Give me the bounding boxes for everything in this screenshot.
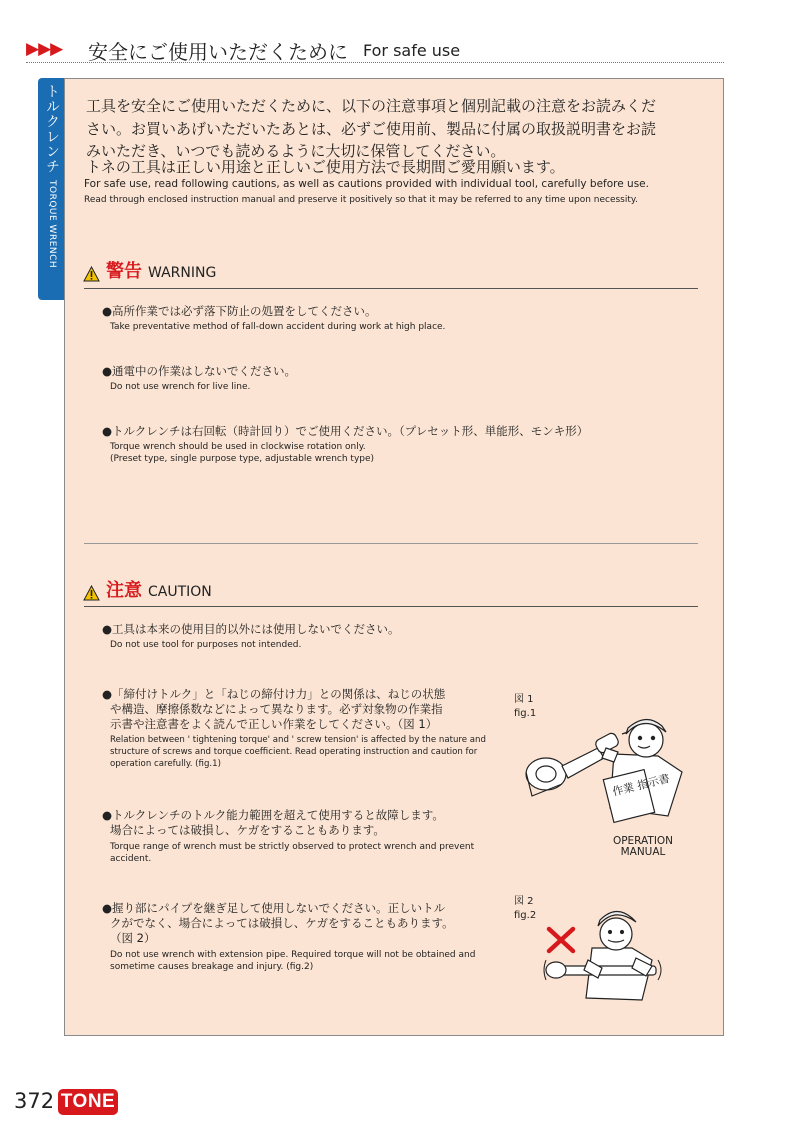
warning-item-en: (Preset type, single purpose type, adjustable wrench type) [110, 454, 375, 464]
warning-item-jp: ●高所作業では必ず落下防止の処置をしてください。 [102, 304, 377, 318]
caution-item-3 [102, 808, 474, 865]
caution-item-en: Do not use wrench with extension pipe. Required torque will not be obtained and [110, 950, 476, 960]
intro-line: みいただき、いつでも読めるように大切に保管してください。 [86, 142, 506, 160]
warning-item-2 [102, 364, 296, 393]
warning-item-en: Take preventative method of fall-down accident during work at high place. [110, 322, 446, 332]
content-panel [64, 78, 724, 1036]
caution-item-jp: や構造、摩擦係数などによって異なります。必ず対象物の作業指 [110, 702, 443, 716]
caution-item-en: sometime causes breakage and injury. (fig.2) [110, 962, 314, 972]
header-divider [26, 62, 724, 63]
manual-caption-line: OPERATION [612, 835, 674, 847]
caution-heading [83, 581, 212, 601]
intro-text-jp [86, 95, 706, 163]
caution-item-jp: ●トルクレンチのトルク能力範囲を超えて使用すると故障します。 [102, 808, 444, 822]
caution-item-jp: クがでなく、場合によっては破損し、ケガをすることもあります。 [110, 916, 454, 930]
caution-item-en: Relation between ' tightening torque' and ' screw tension' is affected by the nature and [110, 735, 486, 745]
warning-heading [83, 262, 216, 282]
caution-item-en: Do not use tool for purposes not intended. [110, 640, 302, 650]
page-title-en: For safe use [363, 41, 461, 60]
intro-line: さい。お買いあげいただいたあとは、必ずご使用前、製品に付属の取扱説明書をお読 [86, 119, 657, 138]
page-number: 372 [14, 1089, 55, 1113]
warning-rule [84, 288, 698, 289]
warning-item-en: Do not use wrench for live line. [110, 382, 251, 392]
caution-title-jp: 注意 [106, 580, 142, 601]
category-tab[interactable] [38, 78, 64, 300]
intro-line: 工具を安全にご使用いただくために、以下の注意事項と個別記載の注意をお読みくだ [86, 97, 657, 115]
page-title-jp: 安全にご使用いただくために [88, 40, 348, 64]
caution-item-jp: ●「締付けトルク」と「ねじの締付け力」との関係は、ねじの状態 [102, 687, 446, 701]
fig1-label-en: fig.1 [514, 708, 537, 719]
fig2-label [514, 895, 536, 923]
section-divider [84, 543, 698, 544]
caution-item-en: structure of screws and torque coefficient. Read operating instruction and caution for [110, 747, 478, 757]
category-tab-en: TORQUE WRENCH [47, 180, 57, 269]
manual-caption-line: MANUAL [620, 846, 666, 858]
category-tab-jp: トルクレンチ [44, 84, 60, 174]
intro-en-line-1: For safe use, read following cautions, as well as cautions provided with individual tool, carefully before use. [84, 178, 649, 190]
warning-item-3 [102, 424, 588, 465]
intro-line-4: トネの工具は正しい用途と正しいご使用方法で長期間ご愛用願います。 [86, 158, 565, 176]
worker-reading-manual-illustration [518, 712, 688, 838]
warning-item-jp: ●トルクレンチは右回転（時計回り）でご使用ください。（プレセット形、単能形、モンキ形） [102, 424, 589, 438]
warning-title-jp: 警告 [106, 261, 142, 282]
caution-item-en: Torque range of wrench must be strictly observed to protect wrench and prevent [110, 842, 475, 852]
warning-item-1 [102, 304, 445, 333]
tone-logo: TONE [58, 1089, 118, 1115]
fig2-label-jp: 図 2 [514, 896, 534, 907]
fig2-label-en: fig.2 [514, 910, 537, 921]
warning-item-jp: ●通電中の作業はしないでください。 [102, 364, 297, 378]
manual-caption [600, 836, 686, 858]
caution-rule [84, 606, 698, 607]
caution-item-jp: ●握り部にパイプを継ぎ足して使用しないでください。正しいトル [102, 901, 446, 915]
caution-item-jp: ●工具は本来の使用目的以外には使用しないでください。 [102, 622, 400, 636]
caution-triangle-icon [83, 585, 100, 601]
caution-item-4 [102, 901, 475, 973]
warning-item-en: Torque wrench should be used in clockwise rotation only. [110, 442, 366, 452]
fig1-label-jp: 図 1 [514, 694, 534, 705]
caution-item-jp: 場合によっては破損し、ケガをすることもあります。 [110, 823, 385, 837]
intro-en-line-2: Read through enclosed instruction manual and preserve it positively so that it may be referred to any time upon necessity. [84, 195, 638, 205]
manual-sign-text: 作業 指示書 [611, 771, 671, 799]
caution-item-jp: 示書や注意書をよく読んで正しい作業をしてください。（図 1） [110, 717, 438, 731]
warning-title-en: WARNING [148, 265, 217, 281]
header-arrows-icon: ▶▶▶ [26, 39, 63, 59]
caution-title-en: CAUTION [148, 584, 212, 600]
warning-triangle-icon [83, 266, 100, 282]
caution-item-2 [102, 687, 486, 770]
caution-item-en: operation carefully. (fig.1) [110, 759, 221, 769]
caution-item-en: accident. [110, 854, 152, 864]
worker-extension-pipe-illustration [540, 908, 666, 1002]
caution-item-1 [102, 622, 400, 651]
caution-item-jp: （図 2） [110, 931, 156, 945]
